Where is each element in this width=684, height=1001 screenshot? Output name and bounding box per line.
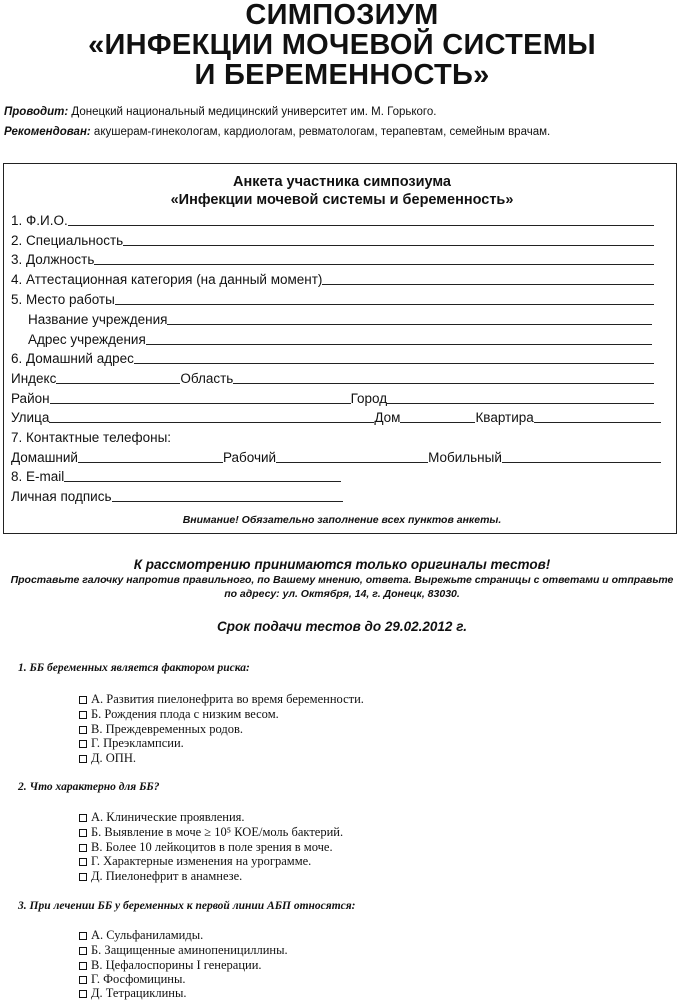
email-field[interactable]: [64, 467, 341, 482]
option-label: А. Сульфаниламиды.: [91, 928, 204, 942]
q3-option-a[interactable]: [79, 928, 203, 943]
option-label: Г. Фосфомицины.: [91, 972, 186, 986]
option-label: Г. Характерные изменения на урограмме.: [91, 854, 312, 868]
home-address-field[interactable]: [134, 349, 654, 364]
house-field[interactable]: [400, 408, 475, 423]
option-label: А. Клинические проявления.: [91, 810, 245, 824]
street-row: [11, 408, 661, 425]
institution-address-row: [28, 330, 652, 347]
home-phone-field[interactable]: [78, 448, 223, 463]
index-field[interactable]: [56, 369, 180, 384]
index-label: Индекс: [11, 371, 57, 386]
institution-address-label: Адрес учреждения: [28, 332, 146, 347]
district-label: Район: [11, 391, 50, 406]
title-line-1: СИМПОЗИУМ: [245, 0, 439, 31]
checkbox-icon[interactable]: [79, 814, 87, 822]
apartment-label: Квартира: [475, 410, 534, 425]
workplace-row: [11, 290, 654, 307]
option-label: Б. Рождения плода с низким весом.: [91, 707, 279, 721]
district-city-row: [11, 389, 654, 406]
q1-option-a[interactable]: [79, 692, 364, 707]
fio-label: 1. Ф.И.О.: [11, 213, 68, 228]
checkbox-icon[interactable]: [79, 873, 87, 881]
q2-option-d[interactable]: [79, 854, 311, 869]
recommended-label: Рекомендован:: [4, 126, 91, 138]
workplace-label: 5. Место работы: [11, 292, 115, 307]
title-line-2: «ИНФЕКЦИИ МОЧЕВОЙ СИСТЕМЫ: [88, 29, 596, 61]
street-field[interactable]: [49, 408, 374, 423]
specialty-label: 2. Специальность: [11, 233, 124, 248]
district-field[interactable]: [50, 389, 351, 404]
form-title-1: Анкета участника симпозиума: [232, 174, 451, 190]
signature-row: [11, 487, 343, 504]
q2-option-c[interactable]: [79, 840, 333, 855]
street-label: Улица: [11, 410, 50, 425]
checkbox-icon[interactable]: [79, 962, 87, 970]
institution-name-label: Название учреждения: [28, 312, 168, 327]
option-label: Б. Выявление в моче ≥ 10⁵ КОЕ/моль бактерий.: [91, 825, 344, 839]
instructions-line-1: Проставьте галочку напротив правильного, по Вашему мнению, ответа. Вырежьте страницы с ответами и отправьте: [10, 574, 674, 586]
q3-option-b[interactable]: [79, 943, 288, 958]
conducted-value: Донецкий национальный медицинский университет им. М. Горького.: [71, 106, 437, 118]
checkbox-icon[interactable]: [79, 990, 87, 998]
question-1: 1. ББ беременных является фактором риска:: [18, 662, 250, 674]
apartment-field[interactable]: [534, 408, 661, 423]
fio-row: [11, 211, 654, 228]
position-label: 3. Должность: [11, 252, 95, 267]
home-address-label: 6. Домашний адрес: [11, 351, 134, 366]
checkbox-icon[interactable]: [79, 932, 87, 940]
signature-field[interactable]: [112, 487, 344, 502]
checkbox-icon[interactable]: [79, 976, 87, 984]
specialty-row: [11, 231, 654, 248]
city-field[interactable]: [387, 389, 654, 404]
originals-notice: К рассмотрению принимаются только оригиналы тестов!: [133, 557, 551, 572]
index-region-row: [11, 369, 654, 386]
q2-option-a[interactable]: [79, 810, 245, 825]
option-label: Д. Тетрациклины.: [91, 986, 187, 1000]
checkbox-icon[interactable]: [79, 740, 87, 748]
q1-option-c[interactable]: [79, 722, 243, 737]
home-address-row: [11, 349, 654, 366]
checkbox-icon[interactable]: [79, 711, 87, 719]
home-phone-label: Домашний: [11, 450, 78, 465]
q1-option-b[interactable]: [79, 707, 279, 722]
q3-option-e[interactable]: [79, 986, 187, 1001]
q2-option-e[interactable]: [79, 869, 242, 884]
workplace-field[interactable]: [115, 290, 654, 305]
form-title-2: «Инфекции мочевой системы и беременность»: [170, 192, 514, 208]
mobile-phone-label: Мобильный: [428, 450, 502, 465]
page-title: [0, 0, 684, 90]
work-phone-label: Рабочий: [222, 450, 277, 465]
specialty-field[interactable]: [123, 231, 654, 246]
phone-numbers-row: [11, 448, 661, 465]
region-field[interactable]: [233, 369, 654, 384]
checkbox-icon[interactable]: [79, 829, 87, 837]
option-label: Б. Защищенные аминопенициллины.: [91, 943, 288, 957]
institution-name-field[interactable]: [167, 310, 652, 325]
position-row: [11, 250, 654, 267]
question-2: 2. Что характерно для ББ?: [18, 781, 160, 793]
fio-field[interactable]: [68, 211, 654, 226]
city-label: Город: [350, 391, 388, 406]
checkbox-icon[interactable]: [79, 696, 87, 704]
institution-address-field[interactable]: [146, 330, 652, 345]
checkbox-icon[interactable]: [79, 858, 87, 866]
recommended-value: акушерам-гинекологам, кардиологам, ревматологам, терапевтам, семейным врачам.: [93, 126, 551, 138]
checkbox-icon[interactable]: [79, 844, 87, 852]
q3-option-c[interactable]: [79, 958, 262, 973]
email-row: [11, 467, 341, 484]
checkbox-icon[interactable]: [79, 726, 87, 734]
mobile-phone-field[interactable]: [502, 448, 661, 463]
option-label: Д. ОПН.: [91, 751, 136, 765]
phones-row: [11, 428, 654, 445]
signature-label: Личная подпись: [11, 489, 112, 504]
title-line-3: И БЕРЕМЕННОСТЬ»: [194, 59, 490, 91]
position-field[interactable]: [94, 250, 654, 265]
work-phone-field[interactable]: [276, 448, 428, 463]
category-field[interactable]: [322, 270, 654, 285]
q1-option-d[interactable]: [79, 736, 184, 751]
conducted-by: [4, 106, 436, 118]
region-label: Область: [180, 371, 234, 386]
option-label: А. Развития пиелонефрита во время беременности.: [91, 692, 364, 706]
institution-name-row: [28, 310, 652, 327]
instructions-line-2: по адресу: ул. Октября, 14, г. Донецк, 83030.: [224, 588, 460, 600]
phones-label: 7. Контактные телефоны:: [11, 430, 172, 445]
conducted-label: Проводит:: [4, 106, 69, 118]
recommended-for: [4, 126, 550, 138]
category-label: 4. Аттестационная категория (на данный момент): [11, 272, 323, 287]
question-3: 3. При лечении ББ у беременных к первой линии АБП относятся:: [18, 900, 356, 912]
option-label: В. Более 10 лейкоцитов в поле зрения в моче.: [91, 840, 333, 854]
email-label: 8. E-mail: [11, 469, 65, 484]
q3-option-d[interactable]: [79, 972, 186, 987]
option-label: В. Цефалоспорины I генерации.: [91, 958, 262, 972]
checkbox-icon[interactable]: [79, 755, 87, 763]
form-attention-note: Внимание! Обязательно заполнение всех пунктов анкеты.: [182, 514, 502, 526]
q1-option-e[interactable]: [79, 751, 136, 766]
house-label: Дом: [374, 410, 401, 425]
checkbox-icon[interactable]: [79, 947, 87, 955]
option-label: Д. Пиелонефрит в анамнезе.: [91, 869, 243, 883]
category-row: [11, 270, 654, 287]
deadline-notice: Срок подачи тестов до 29.02.2012 г.: [217, 619, 467, 634]
option-label: В. Преждевременных родов.: [91, 722, 244, 736]
q2-option-b[interactable]: [79, 825, 343, 840]
option-label: Г. Преэклампсии.: [91, 736, 184, 750]
